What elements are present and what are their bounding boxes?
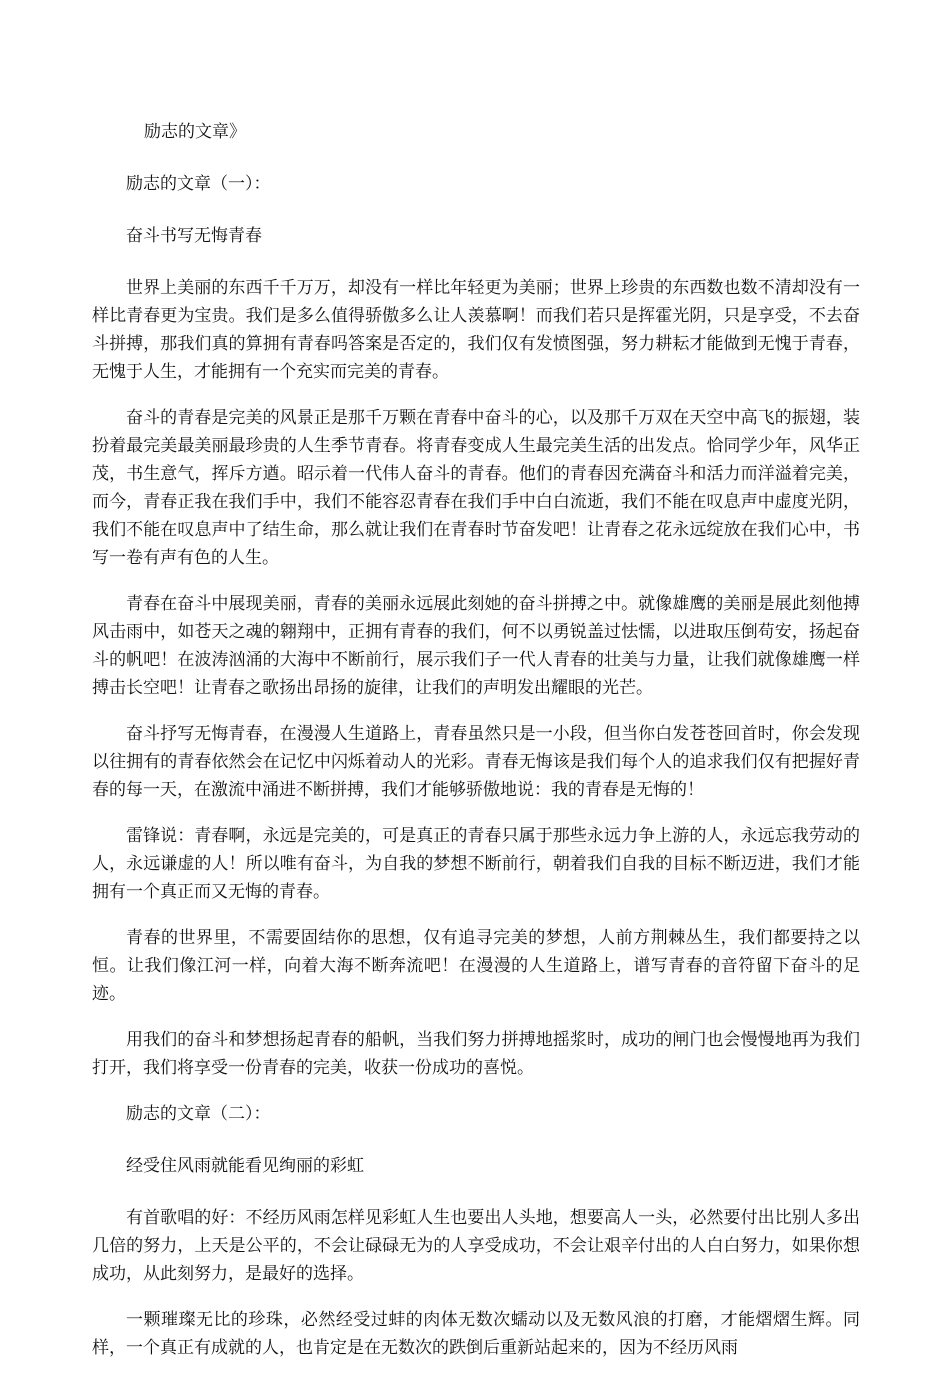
section-1-paragraph: 奋斗抒写无悔青春，在漫漫人生道路上，青春虽然只是一小段，但当你白发苍苍回首时，你会发现以往拥有的青春依然会在记忆中闪烁着动人的光彩。青春无悔该是我们每个人的追求我们仅有把握好青春的每一天，在激流中涌进不断拼搏，我们才能够骄傲地说：我的青春是无悔的！ [92,724,860,800]
section-1-paragraph: 用我们的奋斗和梦想扬起青春的船帆，当我们努力拼搏地摇浆时，成功的闸门也会慢慢地再为我们打开，我们将享受一份青春的完美，收获一份成功的喜悦。 [92,1030,860,1078]
section-1-paragraph: 世界上美丽的东西千千万万，却没有一样比年轻更为美丽；世界上珍贵的东西数也数不清却没有一样比青春更为宝贵。我们是多么值得骄傲多么让人羡慕啊！而我们若只是挥霍光阴，只是享受，不去奋斗拼搏，那我们真的算拥有青春吗答案是否定的，我们仅有发愤图强，努力耕耘才能做到无愧于青春，无愧于人生，才能拥有一个充实而完美的青春。 [92,278,860,382]
section-2-subtitle: 经受住风雨就能看见绚丽的彩虹 [126,1156,364,1176]
section-2-paragraph: 有首歌唱的好：不经历风雨怎样见彩虹人生也要出人头地，想要高人一头，必然要付出比别人多出几倍的努力，上天是公平的，不会让碌碌无为的人享受成功，不会让艰辛付出的人白白努力，如果你想成功，从此刻努力，是最好的选择。 [92,1208,860,1284]
section-1-heading: 励志的文章（一）： [126,174,271,194]
document-title: 励志的文章》 [144,122,246,142]
section-1-paragraph: 青春在奋斗中展现美丽，青春的美丽永远展此刻她的奋斗拼搏之中。就像雄鹰的美丽是展此刻他搏风击雨中，如苍天之魂的翱翔中，正拥有青春的我们，何不以勇锐盖过怯懦，以进取压倒苟安，扬起奋斗的帆吧！在波涛汹涌的大海中不断前行，展示我们子一代人青春的壮美与力量，让我们就像雄鹰一样搏击长空吧！让青春之歌扬出昂扬的旋律，让我们的声明发出耀眼的光芒。 [92,594,860,698]
section-2-heading: 励志的文章（二）： [126,1104,271,1124]
section-1-paragraph: 雷锋说：青春啊，永远是完美的，可是真正的青春只属于那些永远力争上游的人，永远忘我劳动的人，永远谦虚的人！所以唯有奋斗，为自我的梦想不断前行，朝着我们自我的目标不断迈进，我们才能拥有一个真正而又无悔的青春。 [92,826,860,902]
section-2-paragraph: 一颗璀璨无比的珍珠，必然经受过蚌的肉体无数次蠕动以及无数风浪的打磨，才能熠熠生辉。同样，一个真正有成就的人，也肯定是在无数次的跌倒后重新站起来的，因为不经历风雨 [92,1310,860,1358]
section-1-paragraph: 奋斗的青春是完美的风景正是那千万颗在青春中奋斗的心，以及那千万双在天空中高飞的振翅，装扮着最完美最美丽最珍贵的人生季节青春。将青春变成人生最完美生活的出发点。恰同学少年，风华正茂，书生意气，挥斥方遒。昭示着一代伟人奋斗的青春。他们的青春因充满奋斗和活力而洋溢着完美，而今，青春正我在我们手中，我们不能容忍青春在我们手中白白流逝，我们不能在叹息声中虚度光阴，我们不能在叹息声中了结生命，那么就让我们在青春时节奋发吧！让青春之花永远绽放在我们心中，书写一卷有声有色的人生。 [92,408,860,568]
document-page [92,118,860,1380]
section-1-subtitle: 奋斗书写无悔青春 [126,226,262,246]
section-1-paragraph: 青春的世界里，不需要固结你的思想，仅有追寻完美的梦想，人前方荆棘丛生，我们都要持之以恒。让我们像江河一样，向着大海不断奔流吧！在漫漫的人生道路上，谱写青春的音符留下奋斗的足迹。 [92,928,860,1004]
